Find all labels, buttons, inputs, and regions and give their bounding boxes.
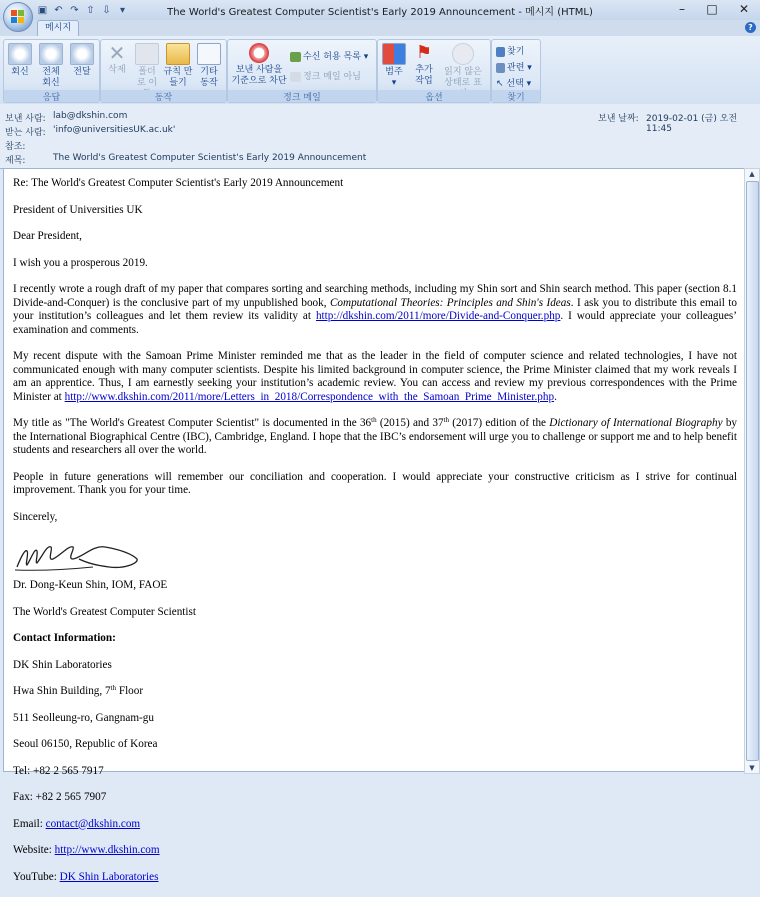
- p1-text-c: . I would appreciate your colleagues’ examination and comments.: [13, 310, 737, 336]
- group-find: [491, 39, 541, 103]
- youtube-line: [13, 871, 737, 885]
- paragraph-3: [13, 417, 737, 458]
- select-label: 선택: [506, 79, 524, 89]
- message-header: [0, 104, 760, 169]
- fax-line: Fax: +82 2 565 7907: [13, 791, 107, 803]
- reply-all-button[interactable]: [37, 43, 65, 89]
- building-line: [13, 685, 737, 699]
- website-line: [13, 844, 737, 858]
- signer-name: Dr. Dong-Keun Shin, IOM, FAOE: [13, 579, 168, 591]
- street-line: 511 Seolleung-ro, Gangnam-gu: [13, 711, 154, 724]
- other-actions-button[interactable]: [195, 43, 223, 89]
- mark-unread-label: 읽지 않은 상태로 표: [444, 67, 482, 88]
- find-button[interactable]: [496, 44, 524, 57]
- building-text-b: Floor: [116, 685, 144, 697]
- undo-icon[interactable]: ↶: [54, 4, 63, 16]
- reply-all-icon: [39, 43, 63, 65]
- window-title: The World's Greatest Computer Scientist's Early 2019 Announcement - 메시지 (HTML): [167, 7, 593, 18]
- title-bar: [0, 0, 760, 20]
- minimize-button[interactable]: –: [679, 2, 685, 16]
- email-link[interactable]: contact@dkshin.com: [45, 817, 141, 830]
- redo-icon[interactable]: ↷: [70, 4, 79, 16]
- categorize-icon: [382, 43, 406, 65]
- maximize-button[interactable]: □: [706, 2, 718, 16]
- correspondence-link[interactable]: http://www.dkshin.com/2011/more/Letters_in_2018/Correspondence_with_the_Samoan_Prime_Minister.php: [64, 390, 555, 403]
- move-label: 폴더로 이: [136, 67, 158, 88]
- tel-line: Tel: +82 2 565 7917: [13, 764, 104, 777]
- book-title: Computational Theories: Principles and Shin's Ideas: [329, 296, 571, 309]
- group-respond: [3, 39, 100, 103]
- group-options: [377, 39, 491, 103]
- office-logo-icon: [11, 10, 25, 24]
- delete-label: 삭제: [108, 65, 126, 75]
- help-icon[interactable]: ?: [745, 22, 756, 33]
- vertical-scrollbar[interactable]: [744, 168, 760, 774]
- to-value[interactable]: 'info@universitiesUK.ac.uk': [53, 125, 176, 135]
- move-folder-icon: [135, 43, 159, 65]
- block-sender-label: 보낸 사람을 기준으로 차단: [231, 65, 287, 86]
- office-button[interactable]: [3, 2, 33, 32]
- p1-text-b: . I ask you to distribute this email to your institution’s colleagues and let them review its validity at: [13, 296, 737, 322]
- signer-title: The World's Greatest Computer Scientist: [13, 605, 196, 618]
- p2-text-a: My recent dispute with the Samoan Prime Minister reminded me that as the leader in the field of computer science and related technologies, I have not communicated enough with many computer scientists. Despite his limited background in computer science, the Prime Minister claimed that my work reveals I am an apprentice. Thus, I am earnestly seeking your institution’s academic review. You can access and review my previous correspondences with the Prime Minister at: [13, 350, 737, 403]
- follow-up-button[interactable]: [410, 43, 438, 87]
- divide-conquer-link[interactable]: http://dkshin.com/2011/more/Divide-and-Conquer.php: [315, 310, 561, 322]
- categorize-button[interactable]: 범주 ▾: [381, 43, 407, 89]
- select-button[interactable]: ↖ 선택 ▾: [496, 79, 532, 89]
- forward-label: 전달: [73, 67, 91, 77]
- group-label-find: 찾기: [492, 90, 540, 102]
- reply-label: 회신: [11, 67, 29, 77]
- building-text-a: Hwa Shin Building, 7: [13, 685, 111, 697]
- paragraph-4: People in future generations will remember our conciliation and cooperation. I would appreciate your constructive criticism as I strive for continual improvement. Thank you for your time.: [13, 470, 737, 496]
- youtube-link[interactable]: DK Shin Laboratories: [59, 870, 159, 883]
- from-value[interactable]: lab@dkshin.com: [53, 111, 128, 121]
- handwritten-signature-icon: [13, 537, 143, 575]
- ribbon: [0, 36, 760, 105]
- create-rule-button[interactable]: [163, 43, 193, 89]
- website-link[interactable]: http://www.dkshin.com: [54, 844, 160, 856]
- mark-unread-icon: [452, 43, 474, 65]
- website-label: Website:: [13, 844, 55, 856]
- group-junk: [227, 39, 377, 103]
- subject-label: 제목:: [5, 156, 26, 166]
- follow-up-label: 추가 작업: [415, 65, 433, 86]
- close-button[interactable]: ✕: [738, 2, 750, 16]
- building-sup: th: [110, 684, 117, 692]
- cursor-icon: ↖: [496, 79, 504, 89]
- subject-value: The World's Greatest Computer Scientist's Early 2019 Announcement: [53, 153, 367, 163]
- group-label-actions: 동작: [101, 90, 226, 102]
- other-actions-label: 기타 동작: [200, 67, 218, 88]
- binoculars-icon: [496, 47, 505, 57]
- addressee: President of Universities UK: [13, 203, 143, 216]
- wish-line: I wish you a prosperous 2019.: [13, 256, 148, 269]
- p1-text-a: I recently wrote a rough draft of my paper that compares sorting and searching methods, including my Shin sort and Shin search method. This paper (section 8.1 Divide-and-Conquer) is the conclusive part of my unpublished book,: [13, 283, 737, 309]
- down-arrow-icon[interactable]: ⇩: [102, 4, 111, 16]
- message-text: [13, 177, 737, 897]
- group-label-options: 옵션: [378, 90, 490, 102]
- city-line: Seoul 06150, Republic of Korea: [13, 738, 158, 750]
- safe-list-button[interactable]: 수신 허용 목록 ▾: [290, 49, 368, 62]
- cc-label: 참조:: [5, 142, 26, 152]
- re-line: Re: The World's Greatest Computer Scientist's Early 2019 Announcement: [13, 177, 344, 189]
- other-actions-icon: [197, 43, 221, 65]
- youtube-label: YouTube:: [13, 870, 60, 883]
- group-actions: [100, 39, 227, 103]
- not-junk-button[interactable]: [290, 69, 361, 82]
- paragraph-2: [13, 350, 737, 404]
- closing: Sincerely,: [13, 510, 58, 523]
- up-arrow-icon[interactable]: ⇧: [86, 4, 95, 16]
- company-name: DK Shin Laboratories: [13, 658, 112, 671]
- safe-list-label: 수신 허용 목록: [303, 52, 361, 62]
- block-sender-icon: [249, 43, 269, 63]
- flag-icon: ⚑: [415, 42, 433, 63]
- dictionary-title: Dictionary of International Biography: [549, 417, 723, 429]
- find-label: 찾기: [507, 47, 525, 57]
- reply-all-label: 전체 회신: [42, 67, 60, 88]
- tab-message[interactable]: 메시지: [37, 20, 79, 36]
- related-button[interactable]: 관련 ▾: [496, 60, 532, 73]
- block-sender-button[interactable]: [230, 43, 288, 87]
- reply-icon: [8, 43, 32, 65]
- forward-icon: [70, 43, 94, 65]
- to-label: 받는 사람:: [5, 128, 46, 138]
- paragraph-1: [13, 283, 737, 337]
- p3-text-b: (2015) and 37: [376, 417, 444, 429]
- message-body[interactable]: [3, 168, 745, 883]
- scroll-up-icon[interactable]: ▲: [749, 170, 755, 178]
- related-label: 관련: [507, 63, 525, 73]
- group-label-respond: 응답: [4, 90, 99, 102]
- rules-icon: [166, 43, 190, 65]
- reply-button[interactable]: [7, 43, 33, 78]
- not-junk-icon: [290, 72, 301, 82]
- related-icon: [496, 63, 505, 73]
- from-label: 보낸 사람:: [5, 114, 46, 124]
- greeting: Dear President,: [13, 230, 82, 242]
- safe-list-icon: [290, 52, 301, 62]
- sent-value: 2019-02-01 (금) 오전 11:45: [646, 114, 738, 134]
- p3-sup-1: th: [371, 416, 377, 424]
- scroll-thumb[interactable]: [746, 181, 759, 761]
- rules-label: 규칙 만들기: [163, 67, 193, 88]
- ribbon-tab-row: [0, 20, 760, 36]
- forward-button[interactable]: [68, 43, 96, 78]
- customize-qat-icon[interactable]: ▾: [119, 4, 126, 16]
- save-icon[interactable]: ▣: [37, 4, 48, 16]
- delete-button[interactable]: [104, 43, 130, 76]
- p3-text-a: My title as "The World's Greatest Computer Scientist" is documented in the 36: [13, 417, 372, 429]
- signature-image: [13, 537, 737, 575]
- delete-x-icon: ✕: [108, 41, 126, 65]
- group-label-junk: 정크 메일: [228, 90, 376, 102]
- quick-access-toolbar: [36, 3, 129, 17]
- scroll-down-icon[interactable]: ▼: [749, 764, 755, 772]
- not-junk-label: 정크 메일 아님: [303, 72, 361, 82]
- p3-text-d: by the International Biographical Centre (IBC), Cambridge, England. I hope that the IBC’s endorsement will urge you to challenge or support me and to help benefit students and researchers all over the world.: [13, 417, 738, 456]
- p3-text-c: (2017) edition of the: [449, 417, 550, 429]
- sent-label: 보낸 날짜:: [598, 114, 639, 124]
- p3-sup-2: th: [443, 416, 450, 424]
- email-label: Email:: [13, 817, 46, 830]
- email-line: [13, 818, 737, 832]
- categorize-label: 범주: [385, 67, 403, 77]
- contact-heading: Contact Information:: [13, 632, 116, 644]
- p2-text-b: .: [554, 390, 557, 403]
